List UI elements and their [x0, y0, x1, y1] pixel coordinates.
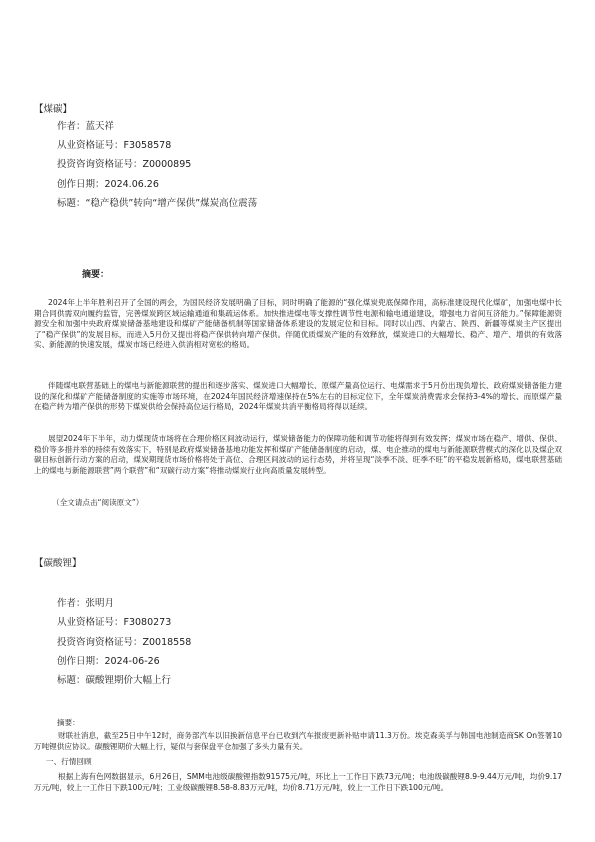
abstract-label: 摘要：	[57, 718, 80, 727]
date-line: 创作日期：2024.06.26	[57, 179, 159, 190]
advisory-line: 投资咨询资格证号：Z0018558	[57, 637, 192, 648]
title-line: 标题：碳酸锂期价大幅上行	[57, 675, 172, 686]
abstract-paragraph-3: 展望2024年下半年，动力煤现货市场将在合理价格区间波动运行，煤炭储备能力的保障功能和调节功能将得到有效发挥；煤炭市场在稳产、增供、保供、稳价等多措并举的持续有效落实下，特别是政府煤炭储备基地功能发挥和煤矿产能储备制度的启动，煤、电企推动的煤电与新能源联营模式的深化以及煤企双碳目标创新行动方案的启动，煤炭期现货市场价格将处于高位、合理区间波动的运行态势，并将呈现“淡季不淡、旺季不旺”的平稳发展新格局，煤电联营基础上的煤电与新能源联营”两个联营”和“双碳行动方案”将推动煤炭行业向高质量发展转型。	[34, 434, 562, 475]
review-heading: 一、行情回顾	[46, 757, 92, 766]
qualification-line: 从业资格证号：F3058578	[57, 140, 172, 151]
abstract-text: 财联社消息，截至25日中午12时，商务部汽车以旧换新信息平台已收到汽车报废更新补贴申请11.3万份。埃克森美孚与韩国电池制造商SK On签署10万吨锂供应协议。碳酸锂期价大幅上行，疑似与套保盘平仓加强了多头力量有关。	[34, 731, 562, 751]
read-more-link[interactable]: （全文请点击“阅读原文”）	[52, 498, 144, 507]
qualification-line: 从业资格证号：F3080273	[57, 617, 172, 628]
author-line: 作者：蓝天祥	[57, 121, 115, 132]
author-line: 作者：张明月	[57, 598, 115, 609]
abstract-label: 摘要：	[82, 270, 110, 280]
section-tag: 【煤碳】	[34, 104, 73, 115]
advisory-line: 投资咨询资格证号：Z0000895	[57, 159, 192, 170]
title-line: 标题：“稳产稳供”转向“增产保供”煤炭高位震荡	[57, 198, 258, 209]
date-line: 创作日期：2024-06-26	[57, 656, 160, 667]
review-text: 根据上海有色网数据显示，6月26日，SMM电池级碳酸锂指数91575元/吨，环比上一工作日下跌73元/吨；电池级碳酸锂8.9-9.44万元/吨，均价9.17万元/吨，较上一工作日下跌100元/吨；工业级碳酸锂8.58-8.83万元/吨，均价8.71万元/吨，较上一工作日下跌100元/吨。	[34, 772, 562, 792]
abstract-paragraph-1: 2024年上半年胜利召开了全国的两会，为国民经济发展明确了目标，同时明确了能源的“强化煤炭兜底保障作用，高标准建设现代化煤矿，加强电煤中长期合同供需双向履约监管，完善煤炭跨区域运输通道和集疏运体系。加快推进煤电等支撑性调节性电源和输电通道建设，增强电力省间互济能力。”保障能源资源安全和加强中央政府煤炭储备基地建设和煤矿产能储备机制等国家储备体系建设的发展定位和目标。同时以山西、内蒙古、陕西、新疆等煤炭主产区提出了“稳产保供”的发展目标，而进入5月份又提出将稳产保供转向增产保供。伴随优质煤炭产能的有效释放，煤炭进口的大幅增长、稳产、增产、增供的有效落实、新能源的快速发展，煤炭市场已经进入供消相对宽松的格局。	[34, 298, 562, 349]
abstract-paragraph-2: 伴随煤电联营基础上的煤电与新能源联营的提出和逐步落实、煤炭进口大幅增长、原煤产量高位运行、电煤需求于5月份出现负增长、政府煤炭储备能力建设的深化和煤矿产能储备制度的实施等市场环境，在2024年国民经济增速保持在5%左右的目标定位下，全年煤炭消费需求会保持3-4%的增长、而原煤产量在稳产转为增产保供的形势下煤炭供给会保持高位运行格局，2024年煤炭共消平衡格局将得以延续。	[34, 381, 562, 411]
section-tag: 【碳酸锂】	[34, 558, 82, 569]
